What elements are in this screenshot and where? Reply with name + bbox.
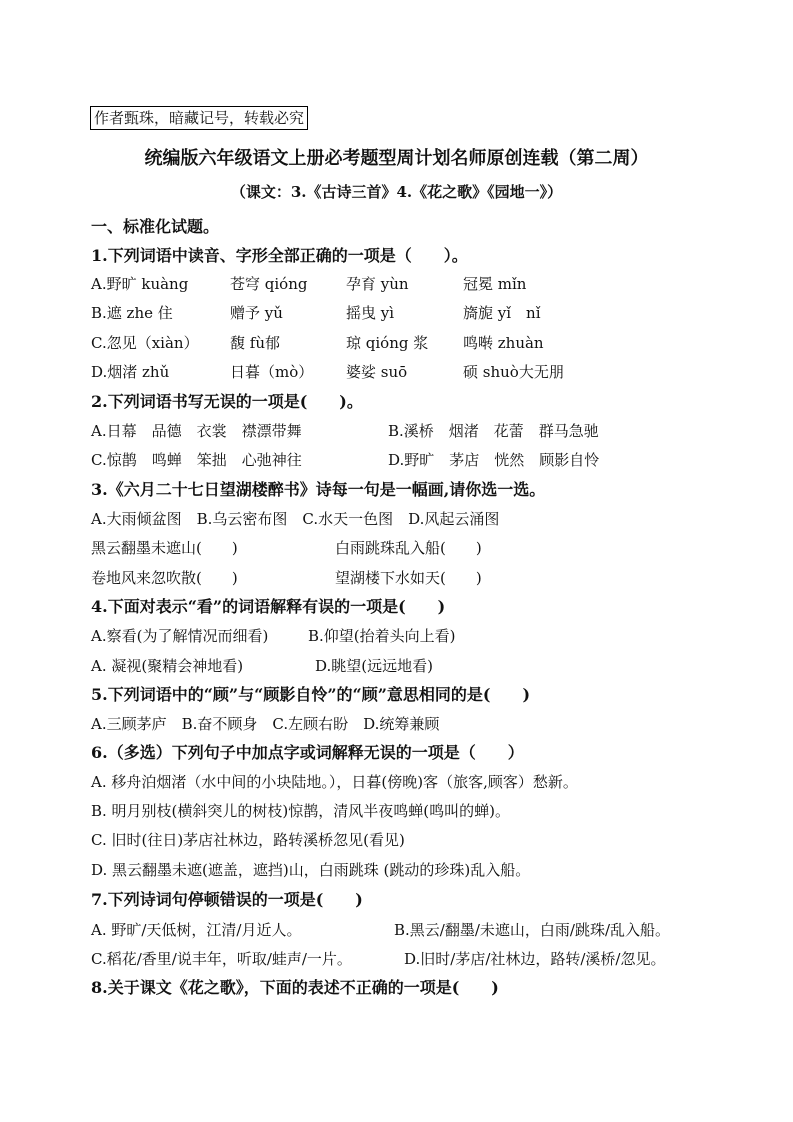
question-6-option-c: C. 旧时(往日)茅店社林边，路转溪桥忽见(看见)	[91, 831, 405, 849]
option-cell: B.溪桥 烟渚 花蕾 群马急驰	[388, 422, 599, 440]
question-6-option-b: B. 明月别枝(横斜突儿的树枝)惊鹊，清风半夜鸣蝉(鸣叫的蝉)。	[91, 802, 510, 820]
option-cell: D.烟渚 zhǔ	[91, 363, 170, 381]
option-cell: 孕育 yùn	[346, 275, 409, 293]
question-1-row	[91, 329, 753, 357]
option-cell: A.日幕 品德 衣裳 襟漂带舞	[91, 422, 302, 440]
question-6-option-a: A. 移舟泊烟渚（水中间的小块陆地。），日暮(傍晚)客（旅客,顾客）愁新。	[91, 773, 578, 791]
option-cell: 摇曳 yì	[346, 304, 395, 322]
blank-item: 白雨跳珠乱入船( )	[335, 539, 482, 557]
question-6-stem: 6.（多选）下列句子中加点字或词解释无误的一项是（ ）	[91, 743, 524, 762]
option-cell: A.察看(为了解情况而细看)	[91, 627, 269, 645]
option-cell: 旖旎 yǐ nǐ	[463, 304, 541, 322]
question-2-row	[91, 446, 753, 474]
option-cell: C.稻花/香里/说丰年，听取/蛙声/一片。	[91, 950, 352, 968]
question-4-row	[91, 652, 753, 680]
question-8-stem: 8.关于课文《花之歌》，下面的表述不正确的一项是( )	[91, 978, 499, 997]
option-cell: D.野旷 茅店 恍然 顾影自怜	[388, 451, 600, 469]
question-2-stem: 2.下列词语书写无误的一项是( )。	[91, 392, 363, 411]
page-subtitle: （课文：3.《古诗三首》4.《花之歌》《园地一》）	[230, 183, 563, 201]
option-cell: C.惊鹊 鸣蝉 笨拙 心弛神往	[91, 451, 302, 469]
blank-item: 卷地风来忽吹散( )	[91, 569, 238, 587]
page-title: 统编版六年级语文上册必考题型周计划名师原创连载（第二周）	[144, 148, 649, 169]
option-cell: A. 凝视(聚精会神地看)	[91, 657, 244, 675]
option-cell: 鸣啭 zhuàn	[463, 334, 544, 352]
question-3-row	[91, 534, 753, 562]
option-cell: D.眺望(远远地看)	[315, 657, 433, 675]
option-cell: 苍穹 qióng	[230, 275, 308, 293]
option-cell: 冠冕 mǐn	[463, 275, 527, 293]
question-1-row	[91, 270, 753, 298]
question-4-stem: 4.下面对表示“看”的词语解释有误的一项是( )	[91, 597, 446, 616]
option-cell: 琼 qióng 浆	[346, 334, 429, 352]
option-cell: 硕 shuò大无朋	[463, 363, 564, 381]
copyright-notice: 作者甄珠，暗藏记号，转载必究	[90, 106, 308, 130]
option-cell: A. 野旷/天低树，江清/月近人。	[91, 921, 302, 939]
question-3-options: A.大雨倾盆图 B.乌云密布图 C.水天一色图 D.风起云涌图	[91, 510, 500, 528]
question-5-options: A.三顾茅庐 B.奋不顾身 C.左顾右盼 D.统筹兼顾	[91, 715, 440, 733]
option-cell: D.旧时/茅店/社林边，路转/溪桥/忽见。	[404, 950, 666, 968]
blank-item: 黑云翻墨未遮山( )	[91, 539, 238, 557]
question-5-stem: 5.下列词语中的“顾”与“顾影自怜”的“顾”意思相同的是( )	[91, 685, 531, 704]
question-7-row	[91, 945, 753, 973]
question-7-row	[91, 916, 753, 944]
question-6-option-d: D. 黑云翻墨未遮(遮盖，遮挡)山，白雨跳珠 (跳动的珍珠)乱入船。	[91, 861, 531, 879]
question-3-stem: 3.《六月二十七日望湖楼醉书》诗每一句是一幅画,请你选一选。	[91, 480, 546, 499]
blank-item: 望湖楼下水如天( )	[335, 569, 482, 587]
option-cell: C.忽见（xiàn）	[91, 334, 199, 352]
option-cell: B.黑云/翻墨/未遮山，白雨/跳珠/乱入船。	[394, 921, 671, 939]
option-cell: 日暮（mò）	[230, 363, 314, 381]
section-heading: 一、标准化试题。	[91, 217, 220, 236]
question-7-stem: 7.下列诗词句停顿错误的一项是( )	[91, 890, 363, 909]
question-1-stem: 1.下列词语中读音、字形全部正确的一项是（ ）。	[91, 246, 468, 265]
option-cell: 婆娑 suō	[346, 363, 408, 381]
question-3-row	[91, 564, 753, 592]
question-1-row	[91, 358, 753, 386]
option-cell: B.仰望(抬着头向上看)	[308, 627, 456, 645]
option-cell: A.野旷 kuàng	[91, 275, 189, 293]
option-cell: 赠予 yǔ	[230, 304, 283, 322]
option-cell: B.遮 zhe 住	[91, 304, 173, 322]
question-2-row	[91, 417, 753, 445]
option-cell: 馥 fù郁	[230, 334, 280, 352]
question-4-row	[91, 622, 753, 650]
question-1-row	[91, 299, 753, 327]
